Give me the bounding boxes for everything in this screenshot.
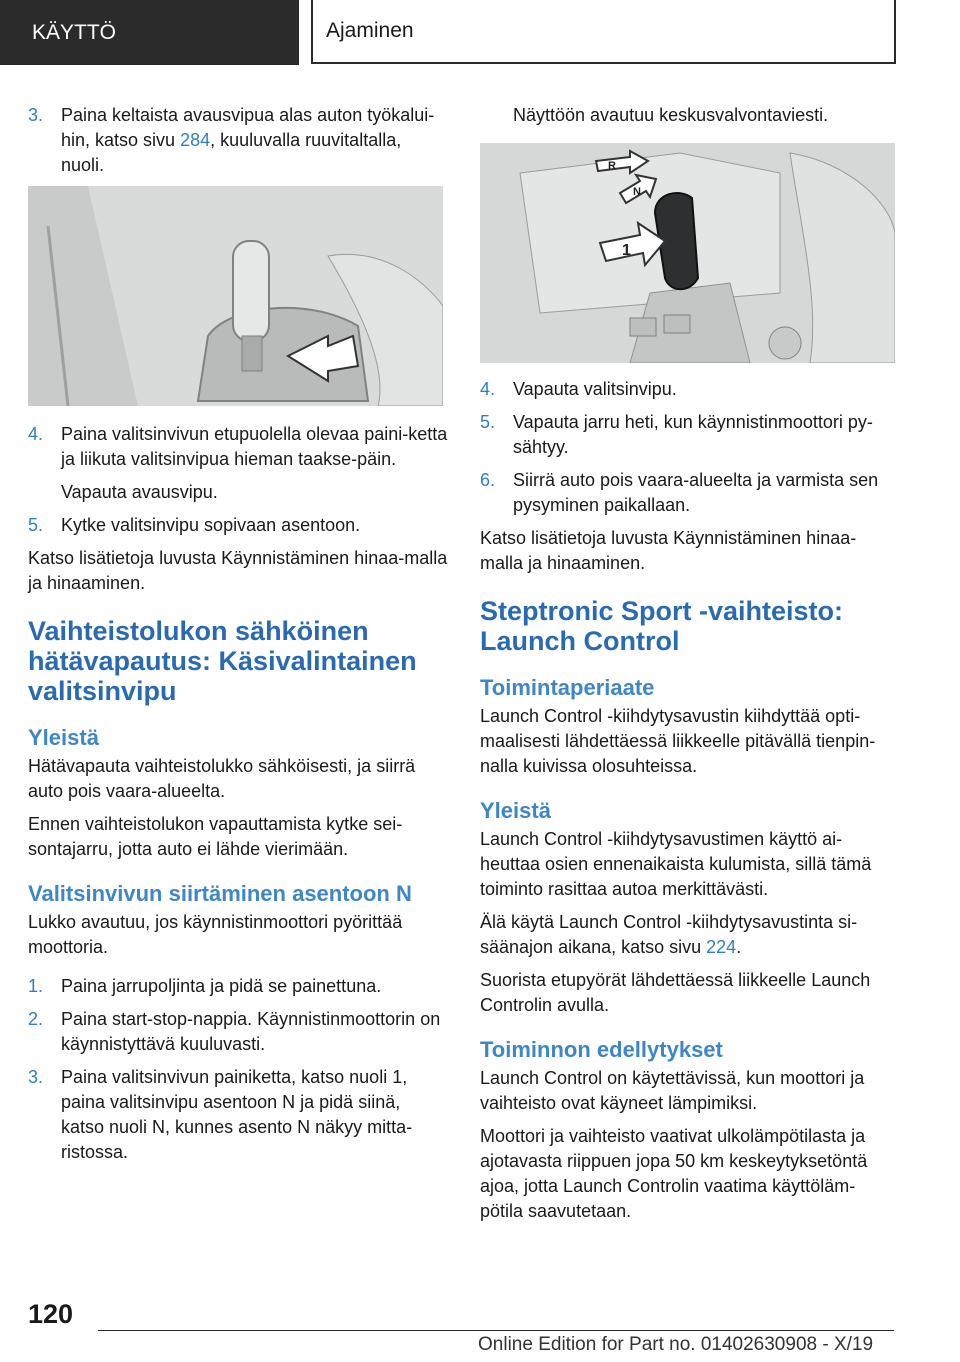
list-item (28, 103, 448, 178)
body-text: Lukko avautuu, jos käynnistinmoottori pyörittää moottoria. (28, 912, 403, 957)
subsection-heading: Toiminnon edellytykset (480, 1037, 723, 1062)
body-text: Launch Control -kiihdytysavustimen käyttö ai-heuttaa osien ennenaikaista kulumista, sillä tämä toiminto rasittaa autoa merkittävästi. (480, 829, 872, 899)
chapter-title: Ajaminen (326, 19, 414, 42)
left-column (28, 103, 448, 1173)
section-title: KÄYTTÖ (32, 20, 117, 44)
subsection-heading: Yleistä (480, 798, 551, 823)
page-link[interactable]: 224 (706, 937, 737, 957)
image-label-r: R (608, 160, 616, 172)
list-item (480, 468, 898, 518)
list-item (28, 1065, 448, 1165)
footer-divider (98, 1330, 894, 1331)
see-more-text: Katso lisätietoja luvusta Käynnistäminen hinaa-malla ja hinaaminen. (28, 548, 448, 593)
image-label-1: 1 (622, 242, 631, 259)
list-item (480, 377, 898, 402)
gear-selector-illustration (480, 143, 895, 363)
step-number: 5. (480, 412, 496, 432)
edition-text: Online Edition for Part no. 01402630908 - X/19 (478, 1334, 874, 1355)
step-number: 4. (480, 379, 496, 399)
section-tab (0, 0, 299, 65)
body-text: Hätävapauta vaihteistolukko sähköisesti, ja siirrä auto pois vaara-alueelta. (28, 756, 416, 801)
release-lever-illustration (28, 186, 443, 406)
step-note: Vapauta avausvipu. (61, 482, 218, 502)
step-text: Kytke valitsinvipu sopivaan asentoon. (61, 515, 361, 535)
step-text: Siirrä auto pois vaara-alueelta ja varmista sen pysyminen paikallaan. (513, 470, 879, 515)
body-text: Launch Control on käytettävissä, kun moottori ja vaihteisto ovat käyneet lämpimiksi. (480, 1068, 865, 1113)
step-text: Vapauta jarru heti, kun käynnistinmoottori py-sähtyy. (513, 412, 873, 457)
step-number: 6. (480, 470, 496, 490)
see-more-text: Katso lisätietoja luvusta Käynnistäminen hinaa-malla ja hinaaminen. (480, 528, 857, 573)
list-item (28, 974, 448, 999)
list-item (28, 422, 448, 472)
step-number: 1. (28, 976, 44, 996)
page-link[interactable]: 284 (180, 130, 211, 150)
list-item (28, 1007, 448, 1057)
subsection-heading: Toimintaperiaate (480, 675, 655, 700)
step-text: Paina keltaista avausvipua alas auton työkalui-hin, katso sivu 284, kuuluvalla ruuvitaltalla, nuoli. (61, 105, 435, 175)
step-number: 3. (28, 1067, 44, 1087)
body-text: Moottori ja vaihteisto vaativat ulkolämpötilasta ja ajotavasta riippuen jopa 50 km keskeytyksetöntä ajoa, jotta Launch Controlin vaatima käyttöläm-pötila saavutetaan. (480, 1126, 868, 1221)
step-number: 5. (28, 515, 44, 535)
step-text: Paina valitsinvivun painiketta, katso nuoli 1, paina valitsinvipu asentoon N ja pidä siinä, katso nuoli N, kunnes asento N näkyy mitta-ristossa. (61, 1067, 413, 1162)
body-text: Älä käytä Launch Control -kiihdytysavustinta si-säänajon aikana, katso sivu 224. (480, 912, 858, 957)
body-text: Suorista etupyörät lähdettäessä liikkeelle Launch Controlin avulla. (480, 970, 871, 1015)
subsection-heading: Yleistä (28, 725, 99, 750)
chapter-tab (311, 0, 896, 64)
step-text: Vapauta valitsinvipu. (513, 379, 677, 399)
step-number: 3. (28, 105, 44, 125)
step-number: 4. (28, 424, 44, 444)
image-label-n: N (633, 186, 641, 198)
section-heading: Steptronic Sport -vaihteisto: Launch Control (480, 596, 844, 656)
display-note: Näyttöön avautuu keskusvalvontaviesti. (513, 105, 829, 125)
step-text: Paina start-stop-nappia. Käynnistinmoottorin on käynnistyttävä kuuluvasti. (61, 1009, 441, 1054)
list-item (480, 410, 898, 460)
list-item (28, 513, 448, 538)
body-text: Ennen vaihteistolukon vapauttamista kytke sei-sontajarru, jotta auto ei lähde vierimään. (28, 814, 403, 859)
right-column (480, 103, 898, 1232)
step-text: Paina valitsinvivun etupuolella olevaa paini-ketta ja liikuta valitsinvipua hieman taakse-päin. (61, 424, 448, 469)
step-number: 2. (28, 1009, 44, 1029)
subsection-heading: Valitsinvivun siirtäminen asentoon N (28, 881, 412, 906)
page-number: 120 (28, 1299, 74, 1329)
step-text: Paina jarrupoljinta ja pidä se painettuna. (61, 976, 382, 996)
body-text: Launch Control -kiihdytysavustin kiihdyttää opti-maalisesti lähdettäessä liikkeelle pitävällä tienpin-nalla kuivissa olosuhteissa. (480, 706, 876, 776)
section-heading: Vaihteistolukon sähköinen hätävapautus: Käsivalintainen valitsinvipu (28, 616, 417, 706)
